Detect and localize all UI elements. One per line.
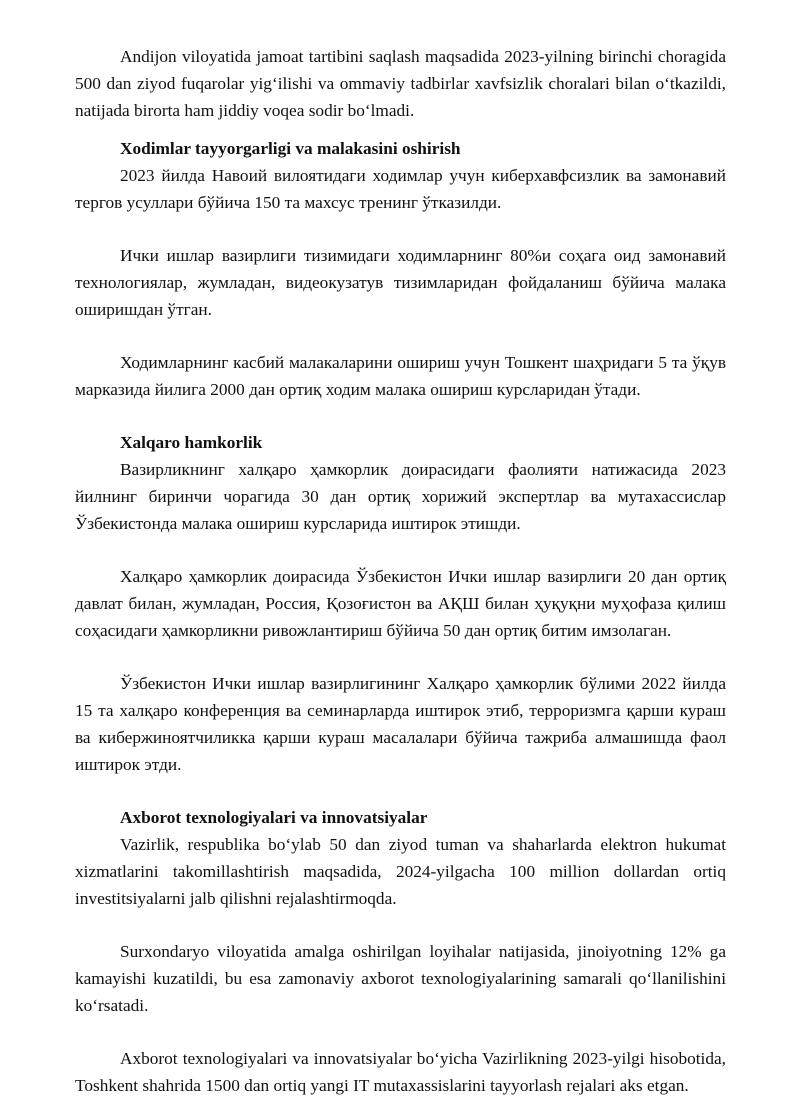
paragraph-international-2: Халқаро ҳамкорлик доирасида Ўзбекистон Ички ишлар вазирлиги 20 дан ортиқ давлат билан, жумладан, Россия, Қозоғистон ва АҚШ билан ҳуқуқни муҳофаза қилиш соҳасидаги ҳамкорликни ривожлантириш бўйича 50 дан ортиқ битим имзолаган. xyxy=(75,567,726,640)
intro-paragraph: Andijon viloyatida jamoat tartibini saqlash maqsadida 2023-yilning birinchi choragida 500 dan ziyod fuqarolar yig‘ilishi va ommaviy tadbirlar xavfsizlik choralari bilan o‘tkazildi, natijada birorta ham jiddiy voqea sodir bo‘lmadi. xyxy=(75,47,726,120)
paragraph-it-1: Vazirlik, respublika bo‘ylab 50 dan ziyod tuman va shaharlarda elektron hukumat xizmatlarini takomillashtirish maqsadida, 2024-yilgacha 100 million dollardan ortiq investitsiyalarni jalb qilishni rejalashtirmoqda. xyxy=(75,835,726,908)
section-heading-international-cooperation: Xalqaro hamkorlik xyxy=(120,433,263,452)
paragraph-international-1: Вазирликнинг халқаро ҳамкорлик доирасидаги фаолияти натижасида 2023 йилнинг биринчи чорагида 30 дан ортиқ хорижий экспертлар ва мутахассислар Ўзбекистонда малака ошириш курсларида иштирок этишди. xyxy=(75,460,726,533)
paragraph-it-3: Axborot texnologiyalari va innovatsiyalar bo‘yicha Vazirlikning 2023-yilgi hisobotida, Toshkent shahrida 1500 dan ortiq yangi IT mutaxassislarini tayyorlash rejalari aks etgan. xyxy=(75,1049,726,1095)
paragraph-it-2: Surxondaryo viloyatida amalga oshirilgan loyihalar natijasida, jinoiyotning 12% ga kamayishi kuzatildi, bu esa zamonaviy axborot texnologiyalarining samarali qo‘llanilishini ko‘rsatadi. xyxy=(75,942,726,1015)
paragraph-international-3: Ўзбекистон Ички ишлар вазирлигининг Халқаро ҳамкорлик бўлими 2022 йилда 15 та халқаро конференция ва семинарларда иштирок этиб, терроризмга қарши кураш ва кибержиноятчиликка қарши кураш масалалари бўйича тажриба алмашишда фаол иштирок этди. xyxy=(75,674,726,774)
paragraph-staff-3: Ходимларнинг касбий малакаларини ошириш учун Тошкент шаҳридаги 5 та ўқув марказида йилига 2000 дан ортиқ ходим малака ошириш курсларидан ўтади. xyxy=(75,353,726,399)
document-page xyxy=(75,43,726,1099)
section-heading-it-innovation: Axborot texnologiyalari va innovatsiyalar xyxy=(120,808,428,827)
paragraph-staff-2: Ички ишлар вазирлиги тизимидаги ходимларнинг 80%и соҳага оид замонавий технологиялар, жумладан, видеокузатув тизимларидан фойдаланиш бўйича малака оширишдан ўтган. xyxy=(75,246,726,319)
section-heading-staff-training: Xodimlar tayyorgarligi va malakasini oshirish xyxy=(120,139,461,158)
paragraph-staff-1: 2023 йилда Навоий вилоятидаги ходимлар учун киберхавфсизлик ва замонавий тергов усуллари бўйича 150 та махсус тренинг ўтказилди. xyxy=(75,166,726,212)
